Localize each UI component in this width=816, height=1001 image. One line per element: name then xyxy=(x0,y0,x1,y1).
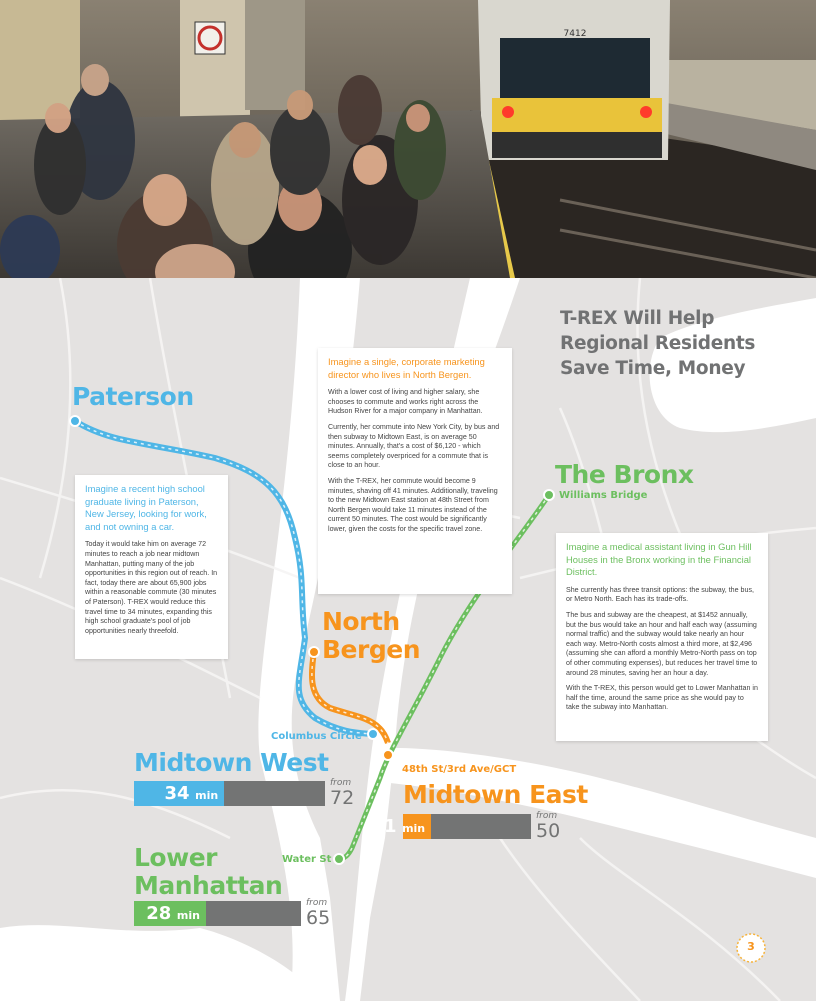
bar-lower-manhattan-unit: min xyxy=(176,909,200,922)
bar-midtown-west-from-minutes: 72 xyxy=(330,787,355,809)
label-north-bergen-line2: Bergen xyxy=(322,635,420,664)
card-north-bergen-p1: With a lower cost of living and higher salary, she chooses to commute and works right across the Hudson River for a major company in Manhattan. xyxy=(328,388,483,416)
bar-midtown-west xyxy=(134,781,325,806)
columbus-circle-station-dot xyxy=(368,729,378,739)
williams-bridge-station-dot xyxy=(544,490,554,500)
card-north-bergen-p2: Currently, her commute into New York City, by bus and then subway to Midtown East, is on average 50 minutes. Annually, that's a cost of $6,120 - which seems completely overpriced for a commute that is close to an hour. xyxy=(328,422,500,470)
hero-photo xyxy=(0,0,816,278)
bar-midtown-west-minutes: 34 xyxy=(164,783,190,804)
label-paterson: Paterson xyxy=(72,382,194,411)
page-number: 3 xyxy=(747,940,755,953)
bar-midtown-west-value xyxy=(164,781,224,806)
upper-bay xyxy=(0,925,320,1001)
stop-water-st: Water St xyxy=(282,854,332,865)
train-number: 7412 xyxy=(563,29,587,39)
stop-columbus-circle: Columbus Circle xyxy=(271,731,362,742)
bar-midtown-west-unit: min xyxy=(195,789,219,802)
card-north-bergen-p3: With the T-REX, her commute would become 9 minutes, shaving off 41 minutes. Additionally, traveling to the new Midtown East station at 48th Street from North Bergen would take 11 minutes instead of the current 50 minutes. The cost would be significantly lower, given the costs for the specific travel zone. xyxy=(328,476,498,533)
card-bronx-p3: With the T-REX, this person would get to Lower Manhattan in half the time, around the same price as she would pay to take the subway into Manhattan. xyxy=(566,684,758,712)
card-bronx xyxy=(556,533,768,741)
card-paterson-lead: Imagine a recent high school graduate living in Paterson, New Jersey, looking for work, and not owning a car. xyxy=(85,483,207,532)
card-north-bergen-lead: Imagine a single, corporate marketing director who lives in North Bergen. xyxy=(328,356,485,380)
bar-midtown-east-unit: min xyxy=(402,822,426,835)
label-midtown-west: Midtown West xyxy=(134,748,329,777)
commuters-station-photo xyxy=(0,0,816,278)
bar-midtown-west-from-label: from xyxy=(330,778,352,788)
bar-lower-manhattan xyxy=(134,901,301,926)
bar-midtown-east xyxy=(371,814,531,839)
water-st-station-dot xyxy=(334,854,344,864)
label-the-bronx: The Bronx xyxy=(555,460,694,489)
card-bronx-p2: The bus and subway are the cheapest, at $1452 annually, but the bus would take an hour and half each way (assuming normal traffic) and the subway would take nearly an hour each way. Metro-North costs almost a third more, at $2,496 (assuming she can afford a monthly Metro-North pass on top of other commuting expenses), but reduces her travel time to around 28 minutes, saving her an hour a day. xyxy=(566,610,758,677)
label-lower-manhattan-line1: Lower xyxy=(134,843,217,872)
page-title xyxy=(560,306,755,381)
bar-lower-manhattan-minutes: 28 xyxy=(146,903,172,924)
gct-station-dot xyxy=(383,750,393,760)
card-north-bergen xyxy=(318,348,512,594)
card-bronx-p1: She currently has three transit options: the subway, the bus, or Metro North. Each has its trade-offs. xyxy=(566,585,754,604)
bar-lower-manhattan-value xyxy=(146,901,206,926)
title-line-3: Save Time, Money xyxy=(560,358,746,379)
title-line-2: Regional Residents xyxy=(560,333,756,354)
stop-williams-bridge: Williams Bridge xyxy=(559,490,648,501)
bar-midtown-east-from-minutes: 50 xyxy=(536,820,561,842)
bar-midtown-east-from xyxy=(536,812,560,841)
label-lower-manhattan-line2: Manhattan xyxy=(134,871,283,900)
stop-gct: 48th St/3rd Ave/GCT xyxy=(402,764,517,775)
label-midtown-east: Midtown East xyxy=(403,780,588,809)
bar-midtown-east-minutes: 11 xyxy=(371,816,397,837)
paterson-station-dot xyxy=(70,416,80,426)
label-lower-manhattan xyxy=(134,844,282,900)
card-paterson-body: Today it would take him on average 72 minutes to reach a job near midtown Manhattan, putting many of the job opportunities in this region out of reach. In fact, today there are about 65,900 jobs within a reasonable commute (30 minutes of Paterson). T-REX would reduce this travel time to 34 minutes, expanding this high school graduate's pool of job opportunities nearly threefold. xyxy=(85,540,218,635)
bar-midtown-east-value xyxy=(371,814,431,839)
label-north-bergen xyxy=(322,608,420,664)
card-paterson xyxy=(75,475,228,659)
bar-lower-manhattan-from-label: from xyxy=(306,898,328,908)
transit-map xyxy=(0,278,816,1001)
card-bronx-lead: Imagine a medical assistant living in Gun Hill Houses in the Bronx working in the Financial District. xyxy=(566,541,752,578)
bar-lower-manhattan-from xyxy=(306,899,330,928)
bar-midtown-west-from xyxy=(330,779,354,808)
north-bergen-station-dot xyxy=(309,647,319,657)
title-line-1: T-REX Will Help xyxy=(560,308,715,329)
bar-midtown-east-from-label: from xyxy=(536,811,558,821)
bar-lower-manhattan-from-minutes: 65 xyxy=(306,907,331,929)
label-north-bergen-line1: North xyxy=(322,607,400,636)
